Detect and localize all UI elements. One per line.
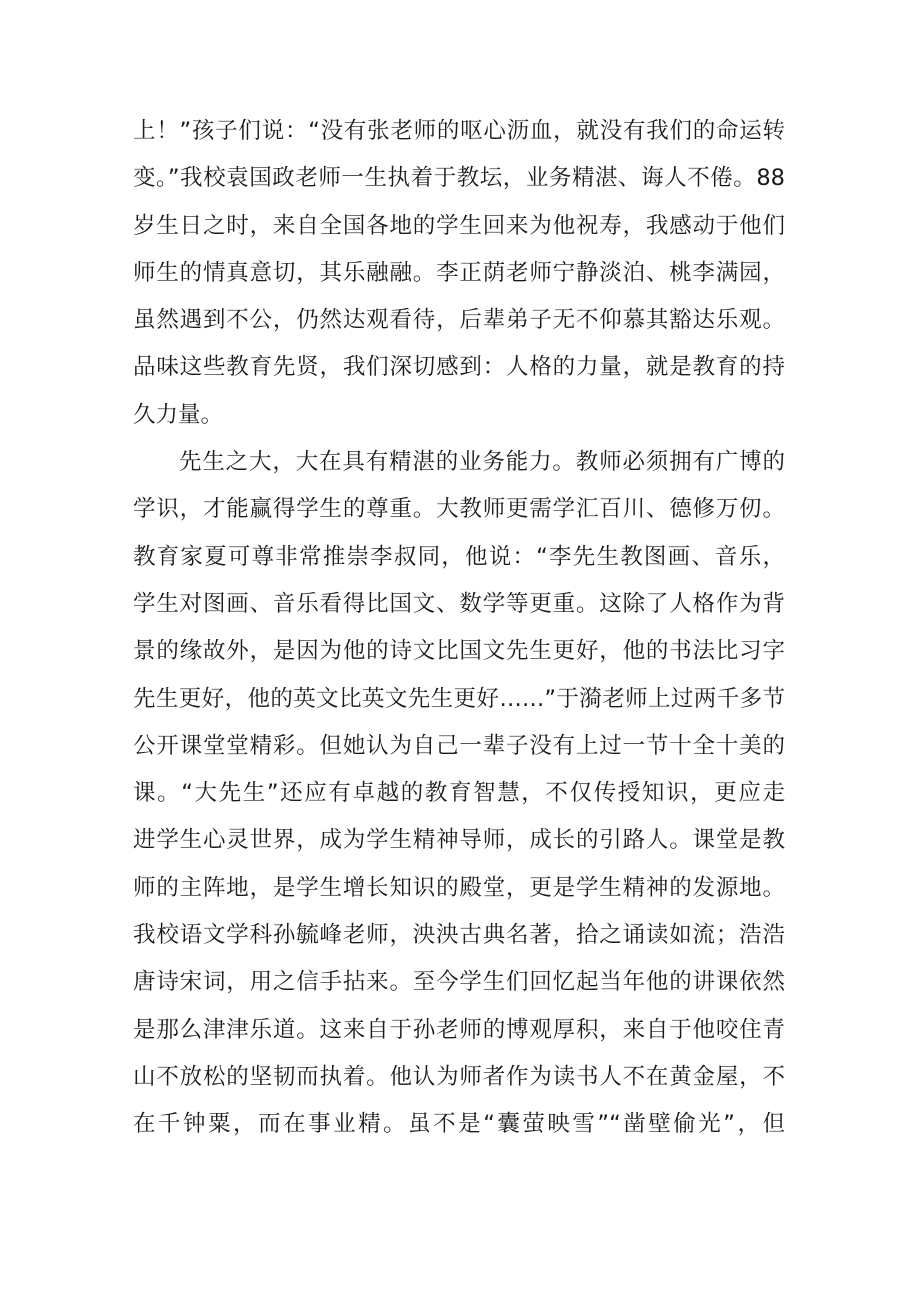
text-line: 先生之大，大在具有精湛的业务能力。教师必须拥有广博的 — [179, 449, 785, 476]
text-line: 山不放松的坚韧而执着。他认为师者作为读书人不在黄金屋，不 — [133, 1063, 785, 1090]
text-line: 虽然遇到不公，仍然达观看待，后辈弟子无不仰慕其豁达乐观。 — [133, 307, 785, 334]
text-line: 久力量。 — [133, 401, 224, 428]
text-line: 品味这些教育先贤，我们深切感到：人格的力量，就是教育的持 — [133, 354, 785, 381]
text-line: 景的缘故外，是因为他的诗文比国文先生更好，他的书法比习字 — [133, 638, 785, 665]
text-line: 唐诗宋词，用之信手拈来。至今学生们回忆起当年他的讲课依然 — [133, 969, 785, 996]
text-line: 是那么津津乐道。这来自于孙老师的博观厚积，来自于他咬住青 — [133, 1016, 785, 1043]
paragraph-2 — [133, 439, 785, 1148]
text-line: 在千钟粟，而在事业精。虽不是“囊萤映雪”“凿壁偷光”，但 — [133, 1111, 785, 1138]
text-line: 先生更好，他的英文比英文先生更好……”于漪老师上过两千多节 — [133, 685, 785, 712]
text-line: 课。“大先生”还应有卓越的教育智慧，不仅传授知识，更应走 — [133, 780, 785, 807]
text-line: 师的主阵地，是学生增长知识的殿堂，更是学生精神的发源地。 — [133, 874, 785, 901]
text-line: 公开课堂堂精彩。但她认为自己一辈子没有上过一节十全十美的 — [133, 732, 785, 759]
text-line: 学生对图画、音乐看得比国文、数学等更重。这除了人格作为背 — [133, 590, 785, 617]
text-line: 变。”我校袁国政老师一生执着于教坛，业务精湛、诲人不倦。88 — [133, 165, 785, 192]
text-line: 师生的情真意切，其乐融融。李正荫老师宁静淡泊、桃李满园， — [133, 259, 785, 286]
text-line: 教育家夏可尊非常推崇李叔同，他说：“李先生教图画、音乐， — [133, 543, 785, 570]
text-line: 岁生日之时，来自全国各地的学生回来为他祝寿，我感动于他们 — [133, 212, 785, 239]
text-line: 上！”孩子们说：“没有张老师的呕心沥血，就没有我们的命运转 — [133, 118, 785, 144]
paragraph-1 — [133, 108, 785, 439]
text-line: 我校语文学科孙毓峰老师，泱泱古典名著，拾之诵读如流；浩浩 — [133, 922, 785, 949]
text-line: 学识，才能赢得学生的尊重。大教师更需学汇百川、德修万仞。 — [133, 496, 785, 523]
document-body — [133, 108, 785, 1149]
text-line: 进学生心灵世界，成为学生精神导师，成长的引路人。课堂是教 — [133, 827, 785, 854]
